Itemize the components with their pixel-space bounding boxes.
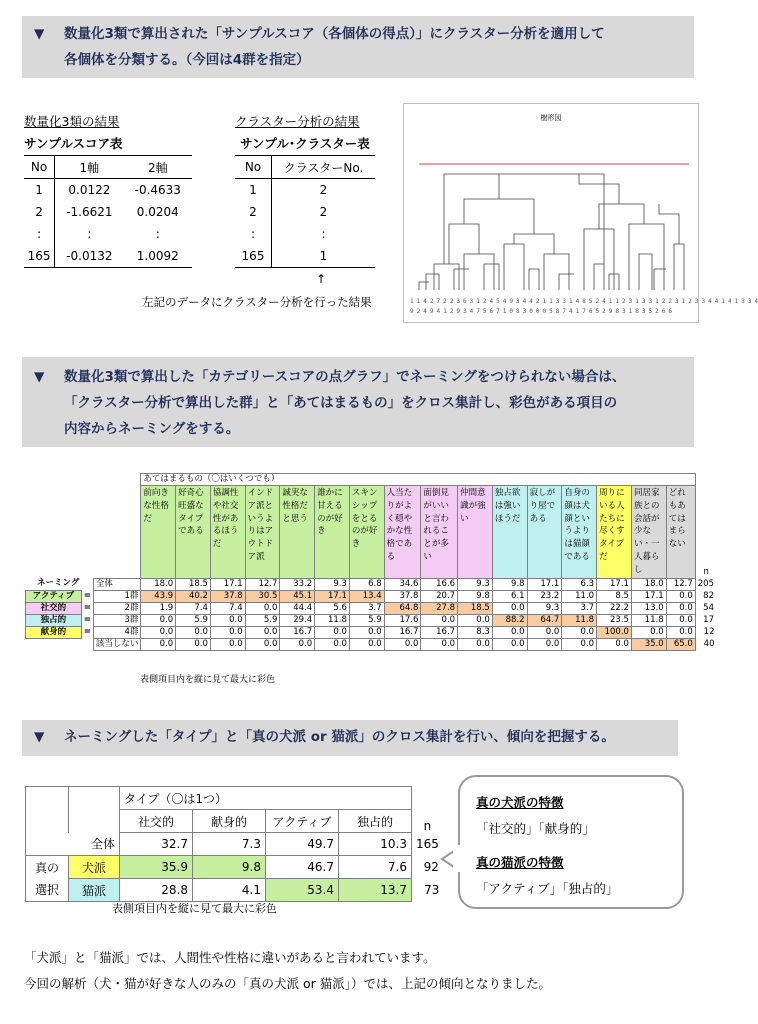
cell: 17.1 bbox=[597, 578, 632, 590]
cat-feature-body: 「アクティブ」「独占的」 bbox=[476, 881, 619, 896]
cell: : bbox=[87, 227, 92, 241]
cell: 0.0 bbox=[210, 638, 245, 650]
col-header: 人当たりがよく穏やかな性格である bbox=[384, 486, 421, 579]
cell: 11.0 bbox=[562, 590, 597, 602]
n-header: n bbox=[423, 818, 432, 833]
up-arrow-icon: ↑ bbox=[316, 272, 327, 286]
cell: 0.0 bbox=[492, 626, 527, 638]
eq: = bbox=[83, 626, 91, 637]
cell: 17.1 bbox=[631, 590, 666, 602]
cell: 12.7 bbox=[245, 578, 280, 590]
naming-possessive: 独占的 bbox=[26, 614, 82, 626]
col-header: 自身の顔は犬顔というよりは猫顔である bbox=[562, 486, 597, 579]
cell: 0.0 bbox=[315, 626, 350, 638]
cell: 3.7 bbox=[349, 602, 384, 614]
cell: 0.0 bbox=[315, 638, 350, 650]
cell: 11.8 bbox=[562, 614, 597, 626]
cell: 0.0 bbox=[666, 590, 695, 602]
col-header: 独占的 bbox=[339, 810, 412, 833]
dog-cat-table bbox=[25, 786, 444, 902]
cell: 5.9 bbox=[176, 614, 211, 626]
score-heading: 数量化3類の結果 bbox=[24, 114, 120, 129]
col-header: No bbox=[24, 156, 55, 179]
triangle-icon: ▼ bbox=[34, 729, 45, 745]
dog-feature-heading: 真の犬派の特徴 bbox=[476, 795, 564, 810]
cell: 6.8 bbox=[349, 578, 384, 590]
cell: 13.7 bbox=[339, 879, 412, 902]
n-value: 165 bbox=[416, 837, 439, 851]
cell: 18.0 bbox=[631, 578, 666, 590]
cell: 5.9 bbox=[349, 614, 384, 626]
cell: 45.1 bbox=[280, 590, 315, 602]
col-header: 誰かに甘えるのが好き bbox=[315, 486, 350, 579]
cell: 0.0 bbox=[492, 638, 527, 650]
cell: 0.0204 bbox=[136, 205, 179, 219]
row-label: 全体 bbox=[93, 578, 141, 590]
n-value: 92 bbox=[423, 860, 439, 874]
cell: 16.7 bbox=[384, 626, 421, 638]
naming-social: 社交的 bbox=[26, 602, 82, 614]
cell: 9.3 bbox=[315, 578, 350, 590]
cell: 11.8 bbox=[631, 614, 666, 626]
cluster-title: サンプル･クラスター表 bbox=[240, 136, 370, 151]
triangle-icon: ▼ bbox=[34, 26, 45, 42]
n-header: n bbox=[703, 567, 709, 578]
cell: 3.7 bbox=[562, 602, 597, 614]
dendrogram-tree bbox=[404, 104, 758, 322]
cell: 2 bbox=[235, 201, 272, 223]
col-header: どれもあてはまらない bbox=[666, 486, 695, 579]
cell: 0.0 bbox=[210, 626, 245, 638]
table-footnote: 表側項目内を縦に見て最大に彩色 bbox=[112, 902, 277, 915]
cell: 7.4 bbox=[210, 602, 245, 614]
cell: 0.0 bbox=[597, 638, 632, 650]
naming-label: ネーミング bbox=[36, 578, 80, 589]
n-value: 82 bbox=[703, 590, 714, 601]
col-header: 独占欲は強いほうだ bbox=[492, 486, 527, 579]
dendrogram-leaf-labels-1: 1 1 4 2 7 2 2 3 6 3 1 2 4 5 4 9 3 4 4 2 1 1 3 3 1 4 8 5 2 4 1 1 2 3 1 3 3 1 2 2 3 1 2 3 3 4 4 1 4 1 3 3 4 bbox=[410, 298, 758, 305]
cell: 23.5 bbox=[597, 614, 632, 626]
eq: = bbox=[83, 602, 91, 613]
cell: 40.2 bbox=[176, 590, 211, 602]
col-header: No bbox=[235, 156, 272, 179]
cell: : bbox=[155, 227, 160, 241]
cell: 18.5 bbox=[458, 602, 493, 614]
closing-line2: 今回の解析（犬・猫が好きな人のみの「真の犬派 or 猫派」）では、上記の傾向となりました。 bbox=[24, 976, 551, 991]
cell: 0.0 bbox=[176, 626, 211, 638]
cell: 6.3 bbox=[562, 578, 597, 590]
col-header: アクティブ bbox=[266, 810, 339, 833]
cell: 9.8 bbox=[492, 578, 527, 590]
row-label: 2群 bbox=[93, 602, 141, 614]
row-label: 該当しない bbox=[93, 638, 141, 650]
section1-line1: 数量化3類で算出された「サンプルスコア（各個体の得点）」にクラスター分析を適用して bbox=[64, 26, 605, 42]
dendrogram-title: 樹形図 bbox=[540, 114, 562, 122]
cell: 9.8 bbox=[458, 590, 493, 602]
cell: 7.6 bbox=[339, 856, 412, 879]
cell: 0.0 bbox=[349, 638, 384, 650]
cell: 35.0 bbox=[631, 638, 666, 650]
cell: 65.0 bbox=[666, 638, 695, 650]
cell: 0.0 bbox=[245, 626, 280, 638]
cell: 0.0 bbox=[141, 614, 176, 626]
cell: 34.6 bbox=[384, 578, 421, 590]
n-value: 17 bbox=[703, 614, 714, 625]
row-label: 1群 bbox=[93, 590, 141, 602]
col-header: 好奇心旺盛なタイプである bbox=[176, 486, 211, 579]
dog-feature-body: 「社交的」「献身的」 bbox=[476, 821, 595, 836]
cell: 0.0 bbox=[210, 614, 245, 626]
cell: 165 bbox=[24, 245, 55, 268]
cell: : bbox=[235, 223, 272, 245]
cell: 16.7 bbox=[421, 626, 458, 638]
cell: 0.0 bbox=[666, 626, 695, 638]
table-caption: あてはまるもの（〇はいくつでも） bbox=[141, 474, 695, 486]
cell: 17.1 bbox=[315, 590, 350, 602]
cell: 5.9 bbox=[245, 614, 280, 626]
col-header: 誠実な性格だと思う bbox=[280, 486, 315, 579]
col-header: 協調性や社交性があるほうだ bbox=[210, 486, 245, 579]
cell: 17.1 bbox=[210, 578, 245, 590]
section2-line1: 数量化3類で算出した「カテゴリースコアの点グラフ」でネーミングをつけられない場合は、 bbox=[64, 369, 626, 385]
n-value: 12 bbox=[703, 626, 715, 637]
naming-active: アクティブ bbox=[26, 590, 82, 602]
cell: 88.2 bbox=[492, 614, 527, 626]
n-value: 40 bbox=[703, 638, 715, 649]
cell: 13.0 bbox=[631, 602, 666, 614]
cell: 6.1 bbox=[492, 590, 527, 602]
cell: 27.8 bbox=[421, 602, 458, 614]
eq: = bbox=[83, 614, 91, 625]
cell: 16.7 bbox=[280, 626, 315, 638]
cell: 4.1 bbox=[193, 879, 266, 902]
cell: 5.6 bbox=[315, 602, 350, 614]
cell: 17.6 bbox=[384, 614, 421, 626]
cell: 0.0 bbox=[562, 638, 597, 650]
cell: 0.0122 bbox=[68, 183, 111, 197]
cell: 0.0 bbox=[245, 602, 280, 614]
table-footnote: 表側項目内を縦に見て最大に彩色 bbox=[140, 675, 276, 685]
cell: 7.3 bbox=[193, 833, 266, 856]
row-label: 4群 bbox=[93, 626, 141, 638]
cell: 44.4 bbox=[280, 602, 315, 614]
cell: 0.0 bbox=[458, 614, 493, 626]
cat-label: 猫派 bbox=[69, 879, 120, 902]
cell: 18.5 bbox=[176, 578, 211, 590]
section2-line2: 「クラスター分析で算出した群」と「あてはまるもの」をクロス集計し、彩色がある項目の bbox=[64, 395, 618, 411]
cell: 1 bbox=[319, 249, 328, 263]
cell: : bbox=[321, 227, 326, 241]
side-label: 真の bbox=[26, 856, 69, 879]
cell: 16.6 bbox=[421, 578, 458, 590]
cell: 29.4 bbox=[280, 614, 315, 626]
cell: 64.7 bbox=[527, 614, 562, 626]
cell: 0.0 bbox=[245, 638, 280, 650]
cell: 46.7 bbox=[266, 856, 339, 879]
cell: 32.7 bbox=[120, 833, 193, 856]
cell: 0.0 bbox=[141, 626, 176, 638]
section3-line1: ネーミングした「タイプ」と「真の犬派 or 猫派」のクロス集計を行い、傾向を把握する。 bbox=[64, 729, 615, 745]
cell: 0.0 bbox=[421, 614, 458, 626]
col-header: 寂しがり屋である bbox=[527, 486, 562, 579]
blank bbox=[69, 787, 120, 810]
cell: 0.0 bbox=[280, 638, 315, 650]
col-header: 同居家族との会話が少ない・一人暮らし bbox=[631, 486, 666, 579]
cell: 30.5 bbox=[245, 590, 280, 602]
n-value: 73 bbox=[424, 883, 440, 897]
cell: 0.0 bbox=[527, 626, 562, 638]
cell: 0.0 bbox=[492, 602, 527, 614]
cell: 37.8 bbox=[384, 590, 421, 602]
cell: 0.0 bbox=[666, 602, 695, 614]
section3-banner bbox=[22, 720, 678, 756]
row-label: 3群 bbox=[93, 614, 141, 626]
cell: 1.0092 bbox=[136, 249, 179, 263]
cell: 18.0 bbox=[141, 578, 176, 590]
triangle-icon: ▼ bbox=[34, 369, 45, 385]
cell: 8.5 bbox=[597, 590, 632, 602]
cluster-heading: クラスター分析の結果 bbox=[235, 114, 360, 129]
cell: 0.0 bbox=[421, 638, 458, 650]
section1-banner bbox=[22, 16, 694, 78]
cell: 20.7 bbox=[421, 590, 458, 602]
cell: 0.0 bbox=[349, 626, 384, 638]
cell: 0.0 bbox=[527, 638, 562, 650]
col-header: 面倒見がいいと言われることが多い bbox=[421, 486, 458, 579]
col-header: 周りにいる人たちに尽くすタイプだ bbox=[597, 486, 632, 579]
n-value: 205 bbox=[697, 578, 714, 589]
col-header: 前向きな性格だ bbox=[141, 486, 176, 579]
cell: 0.0 bbox=[176, 638, 211, 650]
cross-tab-table bbox=[25, 473, 717, 651]
cluster-caption: 左記のデータにクラスター分析を行った結果 bbox=[142, 295, 372, 309]
cell: 0.0 bbox=[458, 638, 493, 650]
col-header: 献身的 bbox=[193, 810, 266, 833]
cell: 33.2 bbox=[280, 578, 315, 590]
cell: 9.3 bbox=[527, 602, 562, 614]
dog-label: 犬派 bbox=[69, 856, 120, 879]
cell: 1.9 bbox=[141, 602, 176, 614]
cat-feature-heading: 真の猫派の特徴 bbox=[476, 855, 564, 870]
cell: 165 bbox=[235, 245, 272, 268]
cell: 28.8 bbox=[120, 879, 193, 902]
section2-banner bbox=[22, 357, 694, 447]
col-header: 社交的 bbox=[120, 810, 193, 833]
cell: 49.7 bbox=[266, 833, 339, 856]
sample-cluster-table bbox=[235, 155, 375, 268]
cell: 12.7 bbox=[666, 578, 695, 590]
cell: 37.8 bbox=[210, 590, 245, 602]
closing-line1: 「犬派」と「猫派」では、人間性や性格に違いがあると言われています。 bbox=[24, 950, 436, 965]
speech-bubble bbox=[458, 775, 684, 909]
dendrogram-leaf-labels-2: 9 2 4 9 4 1 2 9 3 4 7 5 6 7 1 0 8 3 0 0 0 5 8 7 4 1 7 6 5 2 9 8 3 1 8 3 5 2 6 6 bbox=[410, 308, 672, 315]
cell: 13.4 bbox=[349, 590, 384, 602]
cell: 43.9 bbox=[141, 590, 176, 602]
section2-line3: 内容からネーミングをする。 bbox=[64, 421, 240, 437]
cell: 2 bbox=[24, 201, 55, 223]
eq: = bbox=[83, 590, 91, 601]
col-header: 2軸 bbox=[124, 156, 192, 179]
n-value: 54 bbox=[703, 602, 714, 613]
cell: 22.2 bbox=[597, 602, 632, 614]
cell: 64.8 bbox=[384, 602, 421, 614]
col-header: 1軸 bbox=[55, 156, 124, 179]
cell: 35.9 bbox=[120, 856, 193, 879]
dendrogram bbox=[403, 103, 758, 323]
cell: 2 bbox=[319, 183, 328, 197]
col-header: インドア派というよりはアウトドア派 bbox=[245, 486, 280, 579]
naming-devoted: 献身的 bbox=[26, 626, 82, 638]
cell: 0.0 bbox=[631, 626, 666, 638]
sample-score-table bbox=[24, 155, 192, 268]
cell: 53.4 bbox=[266, 879, 339, 902]
cell: 9.3 bbox=[458, 578, 493, 590]
cell: 0.0 bbox=[666, 614, 695, 626]
cell: 2 bbox=[319, 205, 328, 219]
cell: 7.4 bbox=[176, 602, 211, 614]
table-caption: タイプ（〇は1つ） bbox=[120, 787, 412, 810]
cell: 9.8 bbox=[193, 856, 266, 879]
col-header: 仲間意識が強い bbox=[458, 486, 493, 579]
section1-line2: 各個体を分類する。（今回は4群を指定） bbox=[64, 52, 310, 68]
blank bbox=[26, 787, 69, 810]
cell: 100.0 bbox=[597, 626, 632, 638]
cell: -0.0132 bbox=[66, 249, 113, 263]
cell: 0.0 bbox=[384, 638, 421, 650]
col-header: クラスターNo. bbox=[272, 156, 376, 179]
cell: 8.3 bbox=[458, 626, 493, 638]
cell: 10.3 bbox=[339, 833, 412, 856]
cell: 1 bbox=[235, 179, 272, 202]
cell: -1.6621 bbox=[66, 205, 113, 219]
side-label: 選択 bbox=[26, 879, 69, 902]
cell: 0.0 bbox=[141, 638, 176, 650]
cell: 17.1 bbox=[527, 578, 562, 590]
cell: -0.4633 bbox=[134, 183, 181, 197]
cell: 1 bbox=[24, 179, 55, 202]
cell: : bbox=[24, 223, 55, 245]
cell: 23.2 bbox=[527, 590, 562, 602]
total-label: 全体 bbox=[26, 833, 120, 856]
col-header: スキンシップをとるのが好き bbox=[349, 486, 384, 579]
cell: 0.0 bbox=[562, 626, 597, 638]
cell: 11.8 bbox=[315, 614, 350, 626]
score-title: サンプルスコア表 bbox=[24, 136, 123, 151]
